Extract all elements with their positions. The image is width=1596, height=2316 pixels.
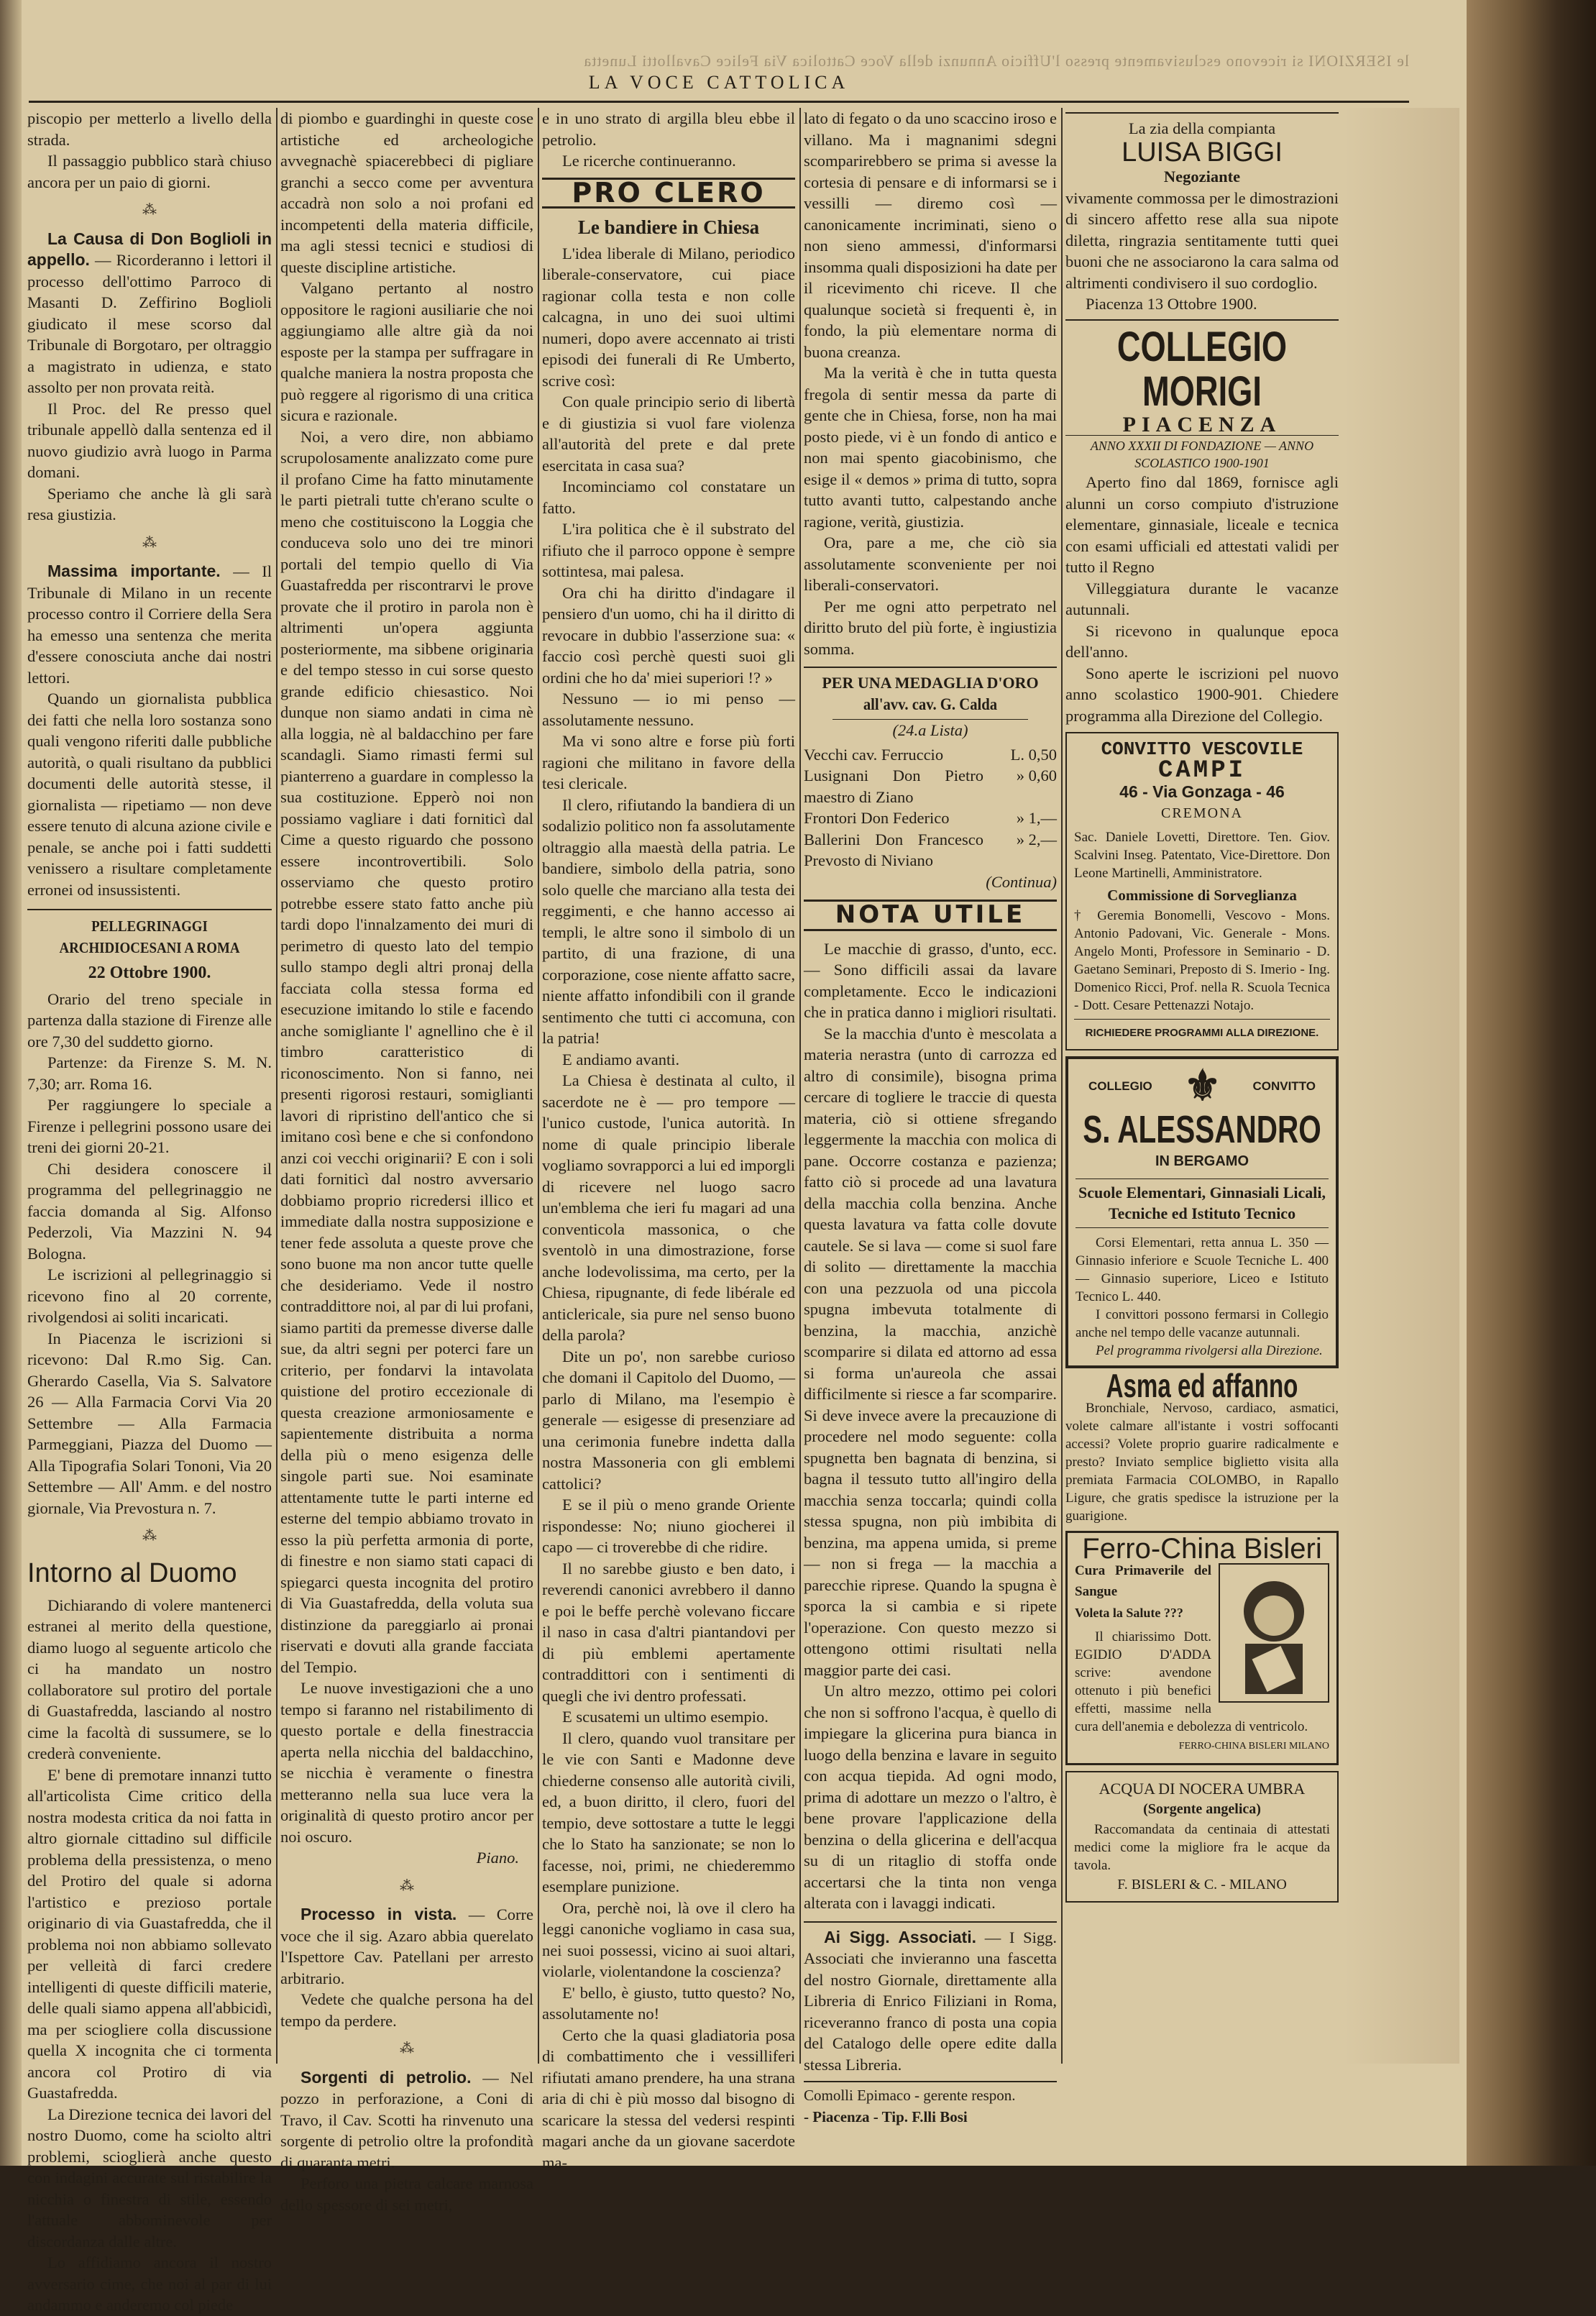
asma-title: Asma ed affanno: [1106, 1366, 1298, 1404]
col3-p13: E se il più o meno grande Oriente rispondesse: No; niuno giocherei il capo — ci troverebbe di che ridire.: [542, 1496, 795, 1556]
duomo-p3: La Direzione tecnica dei lavori del nostro Duomo, come ha sciolto altri problemi, scioglierà anche questo con indagini accurate sul ristabilire la nicchia o finestra di stile, essendo l'attuale abbominevole per discordanza dalle altre.: [27, 2105, 272, 2251]
col2-p4: Le nuove investigazioni che a uno tempo si faranno nel ristabilimento di questo portale e della finestraccia aperta nella nicchia del baldacchino, se nicchia è veramente o finestra metteranno nella sua luce vera la originalità di questo protiro ancor per noi oscuro.: [280, 1679, 533, 1846]
ales-schools: Scuole Elementari, Ginnasiali Licali, Tecniche ed Istituto Tecnico: [1076, 1178, 1329, 1228]
medaglia-row: [804, 829, 1057, 871]
separator: ⁂: [142, 534, 157, 551]
pell-p4: Chi desidera conoscere il programma del pellegrinaggio ne faccia domanda al Sig. Alfonso Pederzoli, Via Mazzini N. 94 Bologna.: [27, 1159, 272, 1263]
campi-commission: † Geremia Bonomelli, Vescovo - Mons. Antonio Padovani, Vic. Generale - Mons. Angelo Monti, Professore in Seminario - D. Gaetano Seminari, Preposto di S. Imerio - Ing. Domenico Ricci, Prof. nella R. Scuola Tecnica - Dott. Cesare Pettenazzi Notajo.: [1074, 907, 1330, 1013]
col4-p0: lato di fegato o da uno scaccino iroso e villano. Ma i magnanimi sdegni scomparirebbero se prima si avesse la cortesia di pensare e di informarsi se i vessilli — diremo così — canonicamente incriminati, sieno o non sieno ammessi, d'informarsi insomma quali disposizioni ha date per il ricevimento chi riceve. Il che qualunque società si frequenti è, in fondo, la più elementare norma di buona creanza.: [804, 109, 1057, 361]
nota-p1: Le macchie di grasso, d'unto, ecc. — Sono difficili assai da lavare completamente. Ecco le indicazioni che in pratica danno i migliori risultati.: [804, 939, 1057, 1021]
col3-p12: Dite un po', non sarebbe curioso che domani il Capitolo del Duomo, — parlo di Milano, ma l'esempio è generale — esigesse di presenziare ad una cerimonia funebre indetta dalla nostra Massoneria con gli emblemi cattolici?: [542, 1347, 795, 1493]
donor-name: Vecchi cav. Ferruccio: [804, 745, 944, 764]
biggi-intro: La zia della compianta: [1128, 119, 1276, 137]
ales-name: S. ALESSANDRO: [1083, 1108, 1321, 1151]
man-portrait-image: [1219, 1563, 1329, 1703]
nocera-ad: [1065, 1771, 1339, 1903]
donor-amount: » 1,—: [1016, 809, 1057, 827]
masthead-rule: [29, 101, 1409, 103]
ales-p2: I convittori possono fermarsi in Collegio anche nel tempo delle vacanze autunnali.: [1076, 1306, 1329, 1340]
sorgenti-body: — Nel pozzo in perforazione, a Coni di Travo, il Cav. Scotti ha rinvenuto una sorgente di petrolio oltre la profondità di quaranta metri.: [280, 2068, 533, 2171]
column-3: [542, 108, 795, 2171]
medaglia-subheading: all'avv. cav. G. Calda: [863, 695, 998, 713]
rule: [1065, 112, 1339, 114]
massima-article: [27, 561, 272, 688]
gerente-line: Comolli Epimaco - gerente respon.: [804, 2087, 1016, 2104]
col3-p2: L'idea liberale di Milano, periodico liberale-conservatore, cui piace ragionar colla testa e non colle calcagna, in uno dei suoi ultimi numeri, dopo avere accennato ai tristi episodi dei funerali di Re Umberto, scrive così:: [542, 244, 795, 390]
morigi-city: PIACENZA: [1122, 412, 1282, 436]
duomo-p1: Dichiarando di volere mantenerci estranei al merito della questione, diamo luogo al seguente articolo che ci ha mandato un nostro collaboratore sul protiro del portale di Guastafredda, lasciando al nostro cime la facoltà di sussumere, se lo crederà conveniente.: [27, 1596, 272, 1762]
col3-p7: Nessuno — io mi penso — assolutamente nessuno.: [542, 690, 795, 729]
ales-p1: Corsi Elementari, retta annua L. 350 — Ginnasio inferiore e Scuole Tecniche L. 400 — Ginnasio superiore, Liceo e Istituto Tecnico L. 440.: [1076, 1235, 1329, 1304]
morigi-p2: Villeggiatura durante le vacanze autunnali.: [1065, 579, 1339, 618]
nocera-sub: (Sorgente angelica): [1143, 1801, 1261, 1817]
morigi-year: ANNO XXXII DI FONDAZIONE — ANNO SCOLASTICO 1900-1901: [1065, 435, 1339, 472]
ales-convitto: CONVITTO: [1252, 1079, 1316, 1094]
bandiere-heading: Le bandiere in Chiesa: [577, 216, 760, 238]
biggi-body: vivamente commossa per le dimostrazioni di sincero affetto rese alla sua nipote diletta, ringrazia sentitamente tutti quei buoni che ne associarono la cara salma od altrimenti condivisero il suo cordoglio.: [1065, 188, 1339, 292]
column-4: [804, 108, 1057, 2125]
col3-p14: Il no sarebbe giusto e ben dato, i reverendi canonici avrebbero il danno e poi le beffe perchè volevano ficcare il naso in casa d'altri piantandovi per di più emblemi apertamente contraddittori con i sentimenti di quegli che ivi dentro professati.: [542, 1559, 795, 1705]
masthead: LA VOCE CATTOLICA: [588, 72, 850, 93]
massima-p2: Quando un giornalista pubblica dei fatti che nella loro sostanza sono quali vengono riferiti dalle pubbliche autorità, o quali risultano da pubblici documenti delle autorità stesse, il giornalista — ripetiamo — non deve essere tenuto di alcuna azione civile e penale, se anche poi i fatti suddetti venissero a risultare completamente erronei od insussistenti.: [27, 690, 272, 899]
signature-piano: Piano.: [476, 1849, 519, 1867]
boglioli-body: — Ricorderanno i lettori il processo dell'ottimo Parroco di Masanti D. Zeffirino Boglioli giudicato il mese scorso dal Tribunale di Borgotaro, per oltraggio a magistrato in udienza, e stato assolto per non provata reità.: [27, 251, 272, 396]
rule: [804, 2081, 1057, 2082]
col4-p2: Ora, pare a me, che ciò sia assolutamente sconveniente per noi liberali-conservatori.: [804, 534, 1057, 594]
col2-p3: Noi, a vero dire, non abbiamo scrupolosamente analizzato come pure il profano Cime ha fatto minutamente le parti pietrali tutte ch'erano sculte o meno che costituiscono la Loggia che conduceva solo uno dei tre minori portali del tempio quello di Via Guastafredda per riscontrarvi le prove provate che il protiro in parola non è altrimenti un'opera aggiunta posteriormente, ma sibbene originaria e del tempo stesso in cui sorse questo grande edificio chiesastico. Noi dunque non siamo andati in cima nè alla loggia, nè al baldacchino per fare scandagli. Siamo rimasti fermi sul pianterreno a guardare in complesso la sua costituzione. Epperò noi non possiamo vagliare i dati forniticì dal Cime a questo riguardo che possono essere incontrovertibili. Solo osserviamo che questo protiro potrebbe essere stato fatto anche più tardi dopo l'innalzamento dei muri di perimetro di questo lato del tempio sullo stampo degli altri pronaj della facciata colla stessa forma ed esecuzione imitando lo stile e facendo anche somigliante l' agnellino che è il timbro caratteristico di riconoscimento. Non si fanno, nei presenti rigorosi restauri, somiglianti lavori di ripristino dell'antico che si imitano così bene e che si confondono anzi coi vecchi originarii? E con i soli dati forniticì dal nostro avversario dobbiamo proprio ricredersi illico et immediate dalla nostra supposizione e tener fede assoluta a queste prove che sono buone ma non ancor tutte quelle che desideriamo. Vede il nostro contraddittore noi, al par di lui profani, siamo partiti da premesse diverse dalle sue, da altri segni per poterci fare un criterio, per fondarvi la intavolata quistione del protiro eccezionale di questa creazione armoniosamente e sapientemente distribuita a norma della più o meno esigenza delle singole parti sue. Noi esaminate attentamente tutte le parti interne ed esterne del tempio abbiamo trovato in esso la più perfetta armonia di porte, di finestre e non siamo stati capaci di spiegarci questa incognita del protiro di Via Guastafredda, della voluta sua distinzione da pareggiarlo ai pronai riservati e dovuti alla grande facciata del Tempio.: [280, 427, 533, 1676]
massima-heading: Massima importante.: [47, 562, 221, 580]
morigi-p1: Aperto fino dal 1869, fornisce agli alunni un corso compiuto d'istruzione elementare, ginnasiale, liceale e tecnica con esami ufficiali ed attestati validi per tutto il Regno: [1065, 473, 1339, 576]
col3-p0: e in uno strato di argilla bleu ebbe il petrolio.: [542, 109, 795, 149]
ferro-cura: Cura Primaverile del Sangue: [1075, 1562, 1211, 1599]
campi-title: CONVITTO VESCOVILE: [1101, 738, 1303, 760]
column-1: [27, 108, 272, 2314]
asma-body: Bronchiale, Nervoso, cardiaco, asmatici, volete calmare all'istante i vostri soffocanti accessi? Volete proprio guarire radicalmente e presto? Inviato semplice biglietto visita alla premiata Farmacia COLOMBO, in Rapallo Ligure, che gratis spedisce la istruzione per la guarigione.: [1065, 1401, 1339, 1524]
boglioli-p3: Speriamo che anche là gli sarà resa giustizia.: [27, 484, 272, 523]
separator: ⁂: [400, 1877, 414, 1894]
ales-p3: Pel programma rivolgersi alla Direzione.: [1096, 1342, 1323, 1358]
duomo-heading: Intorno al Duomo: [27, 1557, 237, 1588]
medaglia-row: [804, 765, 1057, 807]
biggi-date: Piacenza 13 Ottobre 1900.: [1086, 295, 1257, 313]
donor-amount: » 2,—: [1016, 830, 1057, 848]
pell-p5: Le iscrizioni al pellegrinaggio si ricevono fino al 20 corrente, rivolgendosi ai soliti incaricati.: [27, 1265, 272, 1326]
nota-p2: Se la macchia d'unto è mescolata a materia nerastra (unto di carrozza ed altro di consimile), bisogna prima cercare di togliere le traccie di questa materia, ciò si ottiene sfregando leggermente la macchia con molica di pane. Occorre costanza e pazienza; fatto ciò si procede ad una lavatura della macchia colla benzina. Anche questa lavatura va fatta colle dovute cautele. Se si lava — come si suol fare di solito — direttamente la macchia con una pezzuola od una piccola spugna imbevuta totalmente di benzina, la macchia, anzichè scomparire si dilata ed attorno ad essa si forma un'aureola che assai difficilmente si riesce a far scomparire. Si deve invece avere la precauzione di procedere nel modo seguente: colla spugnetta ben bagnata di benzina, si bagna il tessuto tutto all'ingiro della macchia senza toccarla; quindi colla stessa spugna, non più imbibita di benzina, ma appena umida, si preme — non si frega — la macchia a parecchie riprese. Quando la spugna è sporca la si cambia e si ripete l'operazione. Con questo mezzo si ottengono ottimi risultati nella maggior parte dei casi.: [804, 1024, 1057, 1679]
processo-p2: Vedete che qualche persona ha del tempo da perdere.: [280, 1990, 533, 2030]
convitto-campi-ad: [1065, 732, 1339, 1051]
sorgenti-p2: Perforo una pietra calcare marnosa dello spessore di sei metri,: [280, 2174, 533, 2214]
ferro-label: FERRO-CHINA BISLERI MILANO: [1178, 1741, 1329, 1752]
column-2: [280, 108, 534, 2214]
column-rule: [276, 108, 278, 2064]
campi-name: CAMPI: [1157, 756, 1247, 784]
nocera-title: ACQUA DI NOCERA UMBRA: [1099, 1779, 1306, 1798]
duomo-p4: Lo affidiamo ancora il nostro avversario cime, che noi al par di lui andammo e anderemo col piede: [27, 2253, 272, 2314]
col3-p11: La Chiesa è destinata al culto, il sacerdote ne è — pro tempore — l'unico custode, l'unica autorità. In nome di quale principio liberale vogliamo sovrapporci a lui ed imporgli di ricevere nel luogo sacro un'emblema che ieri fu magari ad una conventicola massonica, o che sventolò in una dimostrazione, forse anche lodevolissima, ma certo, per la Chiesa, ripugnante, di fede libérale ed anticlericale, sia pure nel senso buono della parola?: [542, 1071, 795, 1344]
col4-p3: Per me ogni atto perpetrato nel diritto bruto del più forte, è ingiustizia somma.: [804, 597, 1057, 658]
col3-p1: Le ricerche continueranno.: [562, 152, 736, 170]
massima-body: — Il Tribunale di Milano in un recente processo contro il Corriere della Sera ha emesso una sentenza che merita d'essere conosciuta anche dai nostri lettori.: [27, 562, 272, 687]
rule: [27, 909, 272, 910]
pell-p2: Partenze: da Firenze S. M. N. 7,30; arr. Roma 16.: [27, 1053, 272, 1093]
rule: [804, 667, 1057, 668]
ales-collegio: COLLEGIO: [1088, 1079, 1152, 1094]
boglioli-article: [27, 229, 272, 398]
campi-city: CREMONA: [1160, 805, 1243, 821]
col3-p5: L'ira politica che è il substrato del rifiuto che il parroco oppone è sempre sottintesa, mai palesa.: [542, 520, 795, 580]
col2-p1: di piombo e guardinghi in queste cose artistiche ed archeologiche avvegnachè spiacerebbeci di pigliare granchi a secco come per avventura accadrà non solo a noi profani ed incompetenti della materia difficile, ma agli stessi tecnici e studiosi di queste discipline artistiche.: [280, 109, 533, 276]
processo-heading: Processo in vista.: [301, 1905, 457, 1923]
nota-utile-banner: NOTA UTILE: [804, 900, 1057, 931]
separator: ⁂: [400, 2041, 414, 2056]
rule: [1065, 319, 1339, 321]
col1-p1: Il passaggio pubblico starà chiuso ancora per un paio di giorni.: [27, 152, 272, 191]
rule: [804, 1921, 1057, 1923]
campi-commission-heading: Commissione di Sorveglianza: [1107, 887, 1297, 904]
sorgenti-article: [280, 2067, 533, 2174]
page-gutter: [0, 0, 22, 2166]
associati-body: — I Sigg. Associati che invieranno una fascetta del nostro Giornale, direttamente alla Libreria di Enrico Filiziani in Roma, riceveranno franco di posta una copia del Catalogo delle opere edite dalla stessa Libreria.: [804, 1928, 1057, 2074]
separator: ⁂: [142, 1528, 157, 1544]
medaglia-heading: PER UNA MEDAGLIA D'ORO: [822, 674, 1039, 692]
pell-p1: Orario del treno speciale in partenza dalla stazione di Firenze alle ore 7,30 del suddetto giorno.: [27, 989, 272, 1051]
medaglia-row: [804, 807, 1057, 829]
page-margin: [1344, 108, 1459, 2064]
pell-p3: Per raggiungere lo speciale a Firenze i pellegrini possono usare dei treni dei giorni 20-21.: [27, 1096, 272, 1156]
boglioli-heading: La Causa di Don Boglioli in appello.: [27, 229, 272, 269]
campi-address: 46 - Via Gonzaga - 46: [1119, 782, 1285, 801]
ferro-title: Ferro-China Bisleri: [1082, 1533, 1322, 1565]
col3-p9: Il clero, rifiutando la bandiera di un sodalizio politico non fa assolutamente oltraggio alla maestà della patria. Le bandiere, simbolo della patria, sono solo quelle che marciano alla testa dei reggimenti, e che hanno accesso ai templi, le altre sono il simbolo di un partito, di una frazione, di una corporazione, cose niente affatto sacre, niente affatto infondibili con il grande sentimento che tutti ci accomuna, con la patria!: [542, 795, 795, 1047]
column-rule: [799, 108, 801, 2064]
biggi-role: Negoziante: [1163, 168, 1241, 186]
campi-footer: RICHIEDERE PROGRAMMI ALLA DIREZIONE.: [1074, 1019, 1330, 1044]
col3-p17: Ora, perchè noi, là ove il clero ha leggi canoniche vogliamo in casa sua, nei suoi possessi, vicino ai suoi altari, violarle, violentandone la coscienza?: [542, 1898, 795, 1980]
s-alessandro-ad: [1065, 1056, 1339, 1368]
biggi-name: LUISA BIGGI: [1122, 137, 1283, 168]
donor-name: Ballerini Don Francesco Prevosto di Niviano: [804, 830, 983, 869]
collegio-morigi-title: COLLEGIO MORIGI: [1116, 323, 1288, 415]
col3-p8: Ma vi sono altre e forse più forti ragioni che militano in favore della tesi clericale.: [542, 732, 795, 792]
medaglia-list-number: (24.a Lista): [833, 719, 1028, 741]
col3-p19: Certo che la quasi gladiatoria posa di combattimento che i vessilliferi rifiutati amano prendere, ha una strana aria di chi è più mosso dal bisogno di scaricare la stessa del vedersi respinti magari anche da un giovane sacerdote ma-: [542, 2026, 795, 2171]
donor-name: Frontori Don Federico: [804, 809, 950, 827]
nocera-body: Raccomandata da centinaia di attestati medici come la migliore fra le acque da tavola.: [1074, 1821, 1330, 1873]
book-binding-edge: [1467, 0, 1596, 2166]
pellegrinaggi-date: 22 Ottobre 1900.: [88, 964, 211, 982]
col3-p15: E scusatemi un ultimo esempio.: [562, 1708, 769, 1726]
ales-city: IN BERGAMO: [1155, 1153, 1249, 1169]
col4-p1: Ma la verità è che in tutta questa fregola di sentir messa da parte di gente che in Chiesa, forse, non ha mai posto piede, vi è un fondo di antico e non mai spento giacobinismo, che esige il « demos » prima di tutto, sopra tutto avanti tutto, calpestando anche ragione, verità, giustizia.: [804, 364, 1057, 531]
col3-p18: E' bello, è giusto, tutto questo? No, assolutamente no!: [542, 1983, 795, 2023]
donor-name: Lusignani Don Pietro maestro di Ziano: [804, 766, 983, 806]
nota-p3: Un altro mezzo, ottimo pei colori che non si soffrono l'acqua, è quello di impiegare la glicerina pura bianca in luogo della benzina e lavare in seguito con acqua tiepida. Ad ogni modo, prima di adottare un mezzo o l'altro, è bene provare l'applicazione della benzina o della glicerina e dell'acqua su di un ritaglio di stoffa onde accertarsi che la tinta non venga alterata con i lavaggi indicati.: [804, 1682, 1057, 1912]
medaglia-row: [804, 744, 1057, 766]
col3-p6: Ora chi ha diritto d'indagare il pensiero d'un uomo, chi ha il diritto di revocare in dubbio l'asserzione sua: « faccio così perchè questi suoi gli ordini che ho da' miei superiori !? »: [542, 583, 795, 687]
portrait-illustration: [1224, 1568, 1324, 1698]
pell-p6: In Piacenza le iscrizioni si ricevono: Dal R.mo Sig. Can. Gherardo Casella, Via S. Salvatore 26 — Alla Farmacia Corvi Via 20 Settembre — Alla Farmacia Parmeggiani, Piazza del Duomo — Alla Tipografia Solari Tononi, Via 20 Settembre — All' Amm. e del nostro giornale, Via Prevostura n. 7.: [27, 1329, 272, 1517]
ferro-slogan: Voleta la Salute ???: [1075, 1605, 1183, 1620]
campi-staff: Sac. Daniele Lovetti, Direttore. Ten. Giov. Scalvini Inseg. Patentato, Vice-Direttore. Don Leone Martinelli, Amministratore.: [1074, 830, 1330, 881]
continua-label: (Continua): [986, 872, 1057, 891]
nocera-firm: F. BISLERI & C. - MILANO: [1117, 1876, 1287, 1892]
processo-body: — Corre voce che il sig. Azaro abbia querelato l'Ispettore Cav. Patellani per arresto arbitrario.: [280, 1905, 534, 1987]
sorgenti-heading: Sorgenti di petrolio.: [301, 2067, 472, 2087]
morigi-p4: Sono aperte le iscrizioni pel nuovo anno scolastico 1900-901. Chiedere programma alla Direzione del Collegio.: [1065, 664, 1339, 725]
pellegrinaggi-heading: PELLEGRINAGGI ARCHIDIOCESANI A ROMA: [59, 917, 240, 956]
separator: ⁂: [142, 202, 157, 218]
col3-p4: Incominciamo col constatare un fatto.: [542, 477, 795, 517]
fleur-de-lis-icon: ⚜: [1183, 1063, 1221, 1109]
boglioli-p2: Il Proc. del Re presso quel tribunale appellò dalla sentenza ed il nuovo giudizio avrà luogo in Parma domani.: [27, 399, 272, 481]
duomo-p2: E' bene di premotare innanzi tutto all'articolista Cime critico della nostra modesta critica da noi fatta in altro giornale cittadino sul difficile problema della pressistenza, o meno del Protiro del quale si adorna l'artistico e prezioso portale originario di via Guastafredda, che il problema noi non abbiamo sollevato per velleità di farci credere intelligenti di queste difficili materie, delle quali siamo appena all'abbicidì, ma per sciogliere colla discussione quella X incognita che ci tormenta ancora col Protiro di via Guastafredda.: [27, 1765, 272, 2102]
morigi-p3: Si ricevono in qualunque epoca dell'anno.: [1065, 621, 1339, 661]
ferro-china-ad: [1065, 1531, 1339, 1765]
col1-p0: piscopio per metterlo a livello della strada.: [27, 109, 272, 149]
ferro-body: Il chiarissimo Dott. EGIDIO D'ADDA scrive: avendone ottenuto i più benefici effetti, massime nella cura dell'anemia e debolezza di ventricolo.: [1075, 1629, 1308, 1734]
processo-article: [280, 1904, 533, 1989]
col3-p16: Il clero, quando vuol transitare per le vie con Santi e Madonne deve chiederne consenso alle autorità civili, ed, a buon diritto, il clero, fuori del tempio, deve sottostare a tutte le leggi che lo Stato ha sanzionate; se non lo facesse, noi, primi, ne chiederemmo esemplare punizione.: [542, 1729, 795, 1895]
column-rule: [538, 108, 539, 2064]
pro-clero-banner: PRO CLERO: [542, 178, 795, 209]
col3-p10: E andiamo avanti.: [562, 1050, 680, 1068]
col2-p2: Valgano pertanto al nostro oppositore le ragioni ausiliarie che noi aggiungiamo alle altre già da noi esposte per la stampa per suffragare in qualche maniera la nostra proposta che può reggere al rigorismo di una critica sicura e razionale.: [280, 279, 533, 424]
donor-amount: L. 0,50: [1010, 745, 1057, 764]
column-5-advertisements: [1065, 108, 1339, 2064]
tipografia-line: - Piacenza - Tip. F.lli Bosi: [804, 2107, 968, 2125]
mirrored-bleedthrough-strip: le ISERZIONI si ricevono esclusivamente presso l'Ufficio Annunzi della Voce Cattolica Via Felice Cavallotti Lunetta: [583, 52, 1409, 70]
associati-heading: Ai Sigg. Associati.: [824, 1927, 976, 1946]
ales-header: [1076, 1065, 1329, 1108]
col3-p3: Con quale principio serio di libertà e di giustizia si vuol fare violenza all'autorità del prete e dal prete esercitata in casa sua?: [542, 393, 795, 475]
donor-amount: » 0,60: [1016, 766, 1057, 784]
associati-notice: [804, 1927, 1057, 2076]
